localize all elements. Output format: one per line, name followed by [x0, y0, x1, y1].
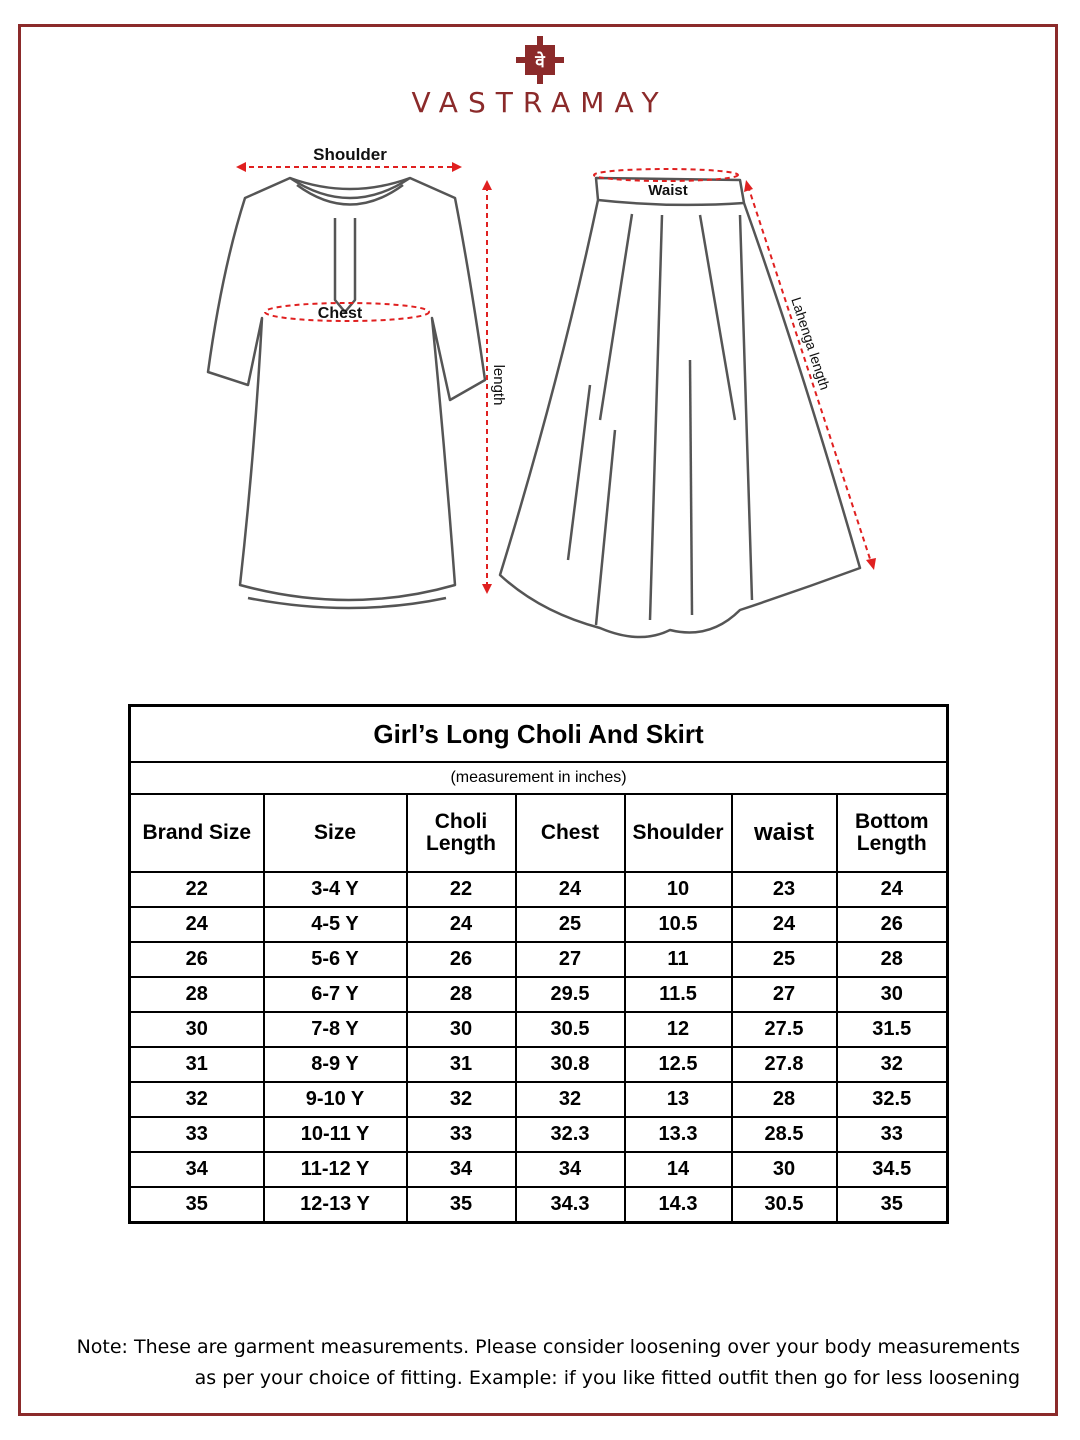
cell: 25	[516, 907, 625, 942]
cell: 10.5	[625, 907, 732, 942]
cell: 30	[407, 1012, 516, 1047]
cell: 28	[837, 942, 948, 977]
garment-diagram	[0, 0, 1080, 700]
lehenga-length-label: Lahenga length	[788, 295, 834, 392]
cell: 32	[837, 1047, 948, 1082]
cell: 33	[837, 1117, 948, 1152]
cell: 31	[130, 1047, 264, 1082]
table-row	[130, 1012, 948, 1047]
cell: 22	[407, 872, 516, 907]
cell: 34	[516, 1152, 625, 1187]
length-label: length	[490, 364, 507, 406]
cell: 30	[732, 1152, 837, 1187]
brand-name: VASTRAMAY	[411, 86, 669, 119]
cell: 29.5	[516, 977, 625, 1012]
cell: 10-11 Y	[264, 1117, 407, 1152]
header-brand-size: Brand Size	[130, 794, 264, 872]
cell: 12.5	[625, 1047, 732, 1082]
cell: 32	[516, 1082, 625, 1117]
cell: 4-5 Y	[264, 907, 407, 942]
cell: 35	[837, 1187, 948, 1223]
header-shoulder: Shoulder	[625, 794, 732, 872]
cell: 27.8	[732, 1047, 837, 1082]
skirt-outline	[500, 178, 860, 637]
cell: 32.5	[837, 1082, 948, 1117]
cell: 32	[130, 1082, 264, 1117]
cell: 32	[407, 1082, 516, 1117]
header-size: Size	[264, 794, 407, 872]
header-row	[130, 794, 948, 872]
cell: 6-7 Y	[264, 977, 407, 1012]
table-row	[130, 872, 948, 907]
cell: 31.5	[837, 1012, 948, 1047]
cell: 11-12 Y	[264, 1152, 407, 1187]
cell: 28	[130, 977, 264, 1012]
table-row	[130, 977, 948, 1012]
cell: 30.5	[516, 1012, 625, 1047]
cell: 23	[732, 872, 837, 907]
table-row	[130, 1082, 948, 1117]
cell: 3-4 Y	[264, 872, 407, 907]
header-choli-length: Choli Length	[407, 794, 516, 872]
cell: 14.3	[625, 1187, 732, 1223]
cell: 26	[130, 942, 264, 977]
cell: 22	[130, 872, 264, 907]
table-row	[130, 907, 948, 942]
cell: 34	[130, 1152, 264, 1187]
cell: 34.3	[516, 1187, 625, 1223]
cell: 33	[130, 1117, 264, 1152]
cell: 28.5	[732, 1117, 837, 1152]
cell: 7-8 Y	[264, 1012, 407, 1047]
note-line-2: as per your choice of fitting. Example: if you like fitted outfit then go for less loosening	[194, 1367, 1020, 1389]
cell: 8-9 Y	[264, 1047, 407, 1082]
cell: 26	[407, 942, 516, 977]
lehenga-length-measure-line	[748, 186, 872, 565]
cell: 35	[130, 1187, 264, 1223]
table-subtitle: (measurement in inches)	[130, 762, 948, 794]
cell: 31	[407, 1047, 516, 1082]
shoulder-label: Shoulder	[313, 145, 387, 164]
cell: 32.3	[516, 1117, 625, 1152]
cell: 24	[732, 907, 837, 942]
table-row	[130, 1152, 948, 1187]
size-chart-table	[128, 704, 949, 1224]
cell: 24	[516, 872, 625, 907]
note-line-1: Note: These are garment measurements. Please consider loosening over your body measurements	[76, 1336, 1020, 1358]
table-title: Girl’s Long Choli And Skirt	[130, 706, 948, 763]
logo-glyph: वे	[535, 52, 545, 72]
cell: 27	[732, 977, 837, 1012]
cell: 13.3	[625, 1117, 732, 1152]
waist-label: Waist	[648, 182, 688, 199]
cell: 30	[130, 1012, 264, 1047]
header-chest: Chest	[516, 794, 625, 872]
cell: 11.5	[625, 977, 732, 1012]
cell: 30.8	[516, 1047, 625, 1082]
cell: 26	[837, 907, 948, 942]
cell: 14	[625, 1152, 732, 1187]
cell: 13	[625, 1082, 732, 1117]
choli-outline	[208, 178, 485, 600]
cell: 27.5	[732, 1012, 837, 1047]
cell: 24	[837, 872, 948, 907]
cell: 12	[625, 1012, 732, 1047]
cell: 9-10 Y	[264, 1082, 407, 1117]
cell: 10	[625, 872, 732, 907]
cell: 35	[407, 1187, 516, 1223]
cell: 24	[407, 907, 516, 942]
cell: 28	[732, 1082, 837, 1117]
chest-label: Chest	[317, 305, 363, 322]
cell: 34	[407, 1152, 516, 1187]
table-row	[130, 1187, 948, 1223]
cell: 11	[625, 942, 732, 977]
header-waist: waist	[732, 794, 837, 872]
cell: 30.5	[732, 1187, 837, 1223]
cell: 30	[837, 977, 948, 1012]
cell: 12-13 Y	[264, 1187, 407, 1223]
table-row	[130, 1047, 948, 1082]
cell: 5-6 Y	[264, 942, 407, 977]
cell: 34.5	[837, 1152, 948, 1187]
cell: 27	[516, 942, 625, 977]
cell: 33	[407, 1117, 516, 1152]
cell: 25	[732, 942, 837, 977]
cell: 24	[130, 907, 264, 942]
table-row	[130, 942, 948, 977]
header-bottom-length: Bottom Length	[837, 794, 948, 872]
cell: 28	[407, 977, 516, 1012]
fitting-note	[40, 1332, 1020, 1394]
table-row	[130, 1117, 948, 1152]
